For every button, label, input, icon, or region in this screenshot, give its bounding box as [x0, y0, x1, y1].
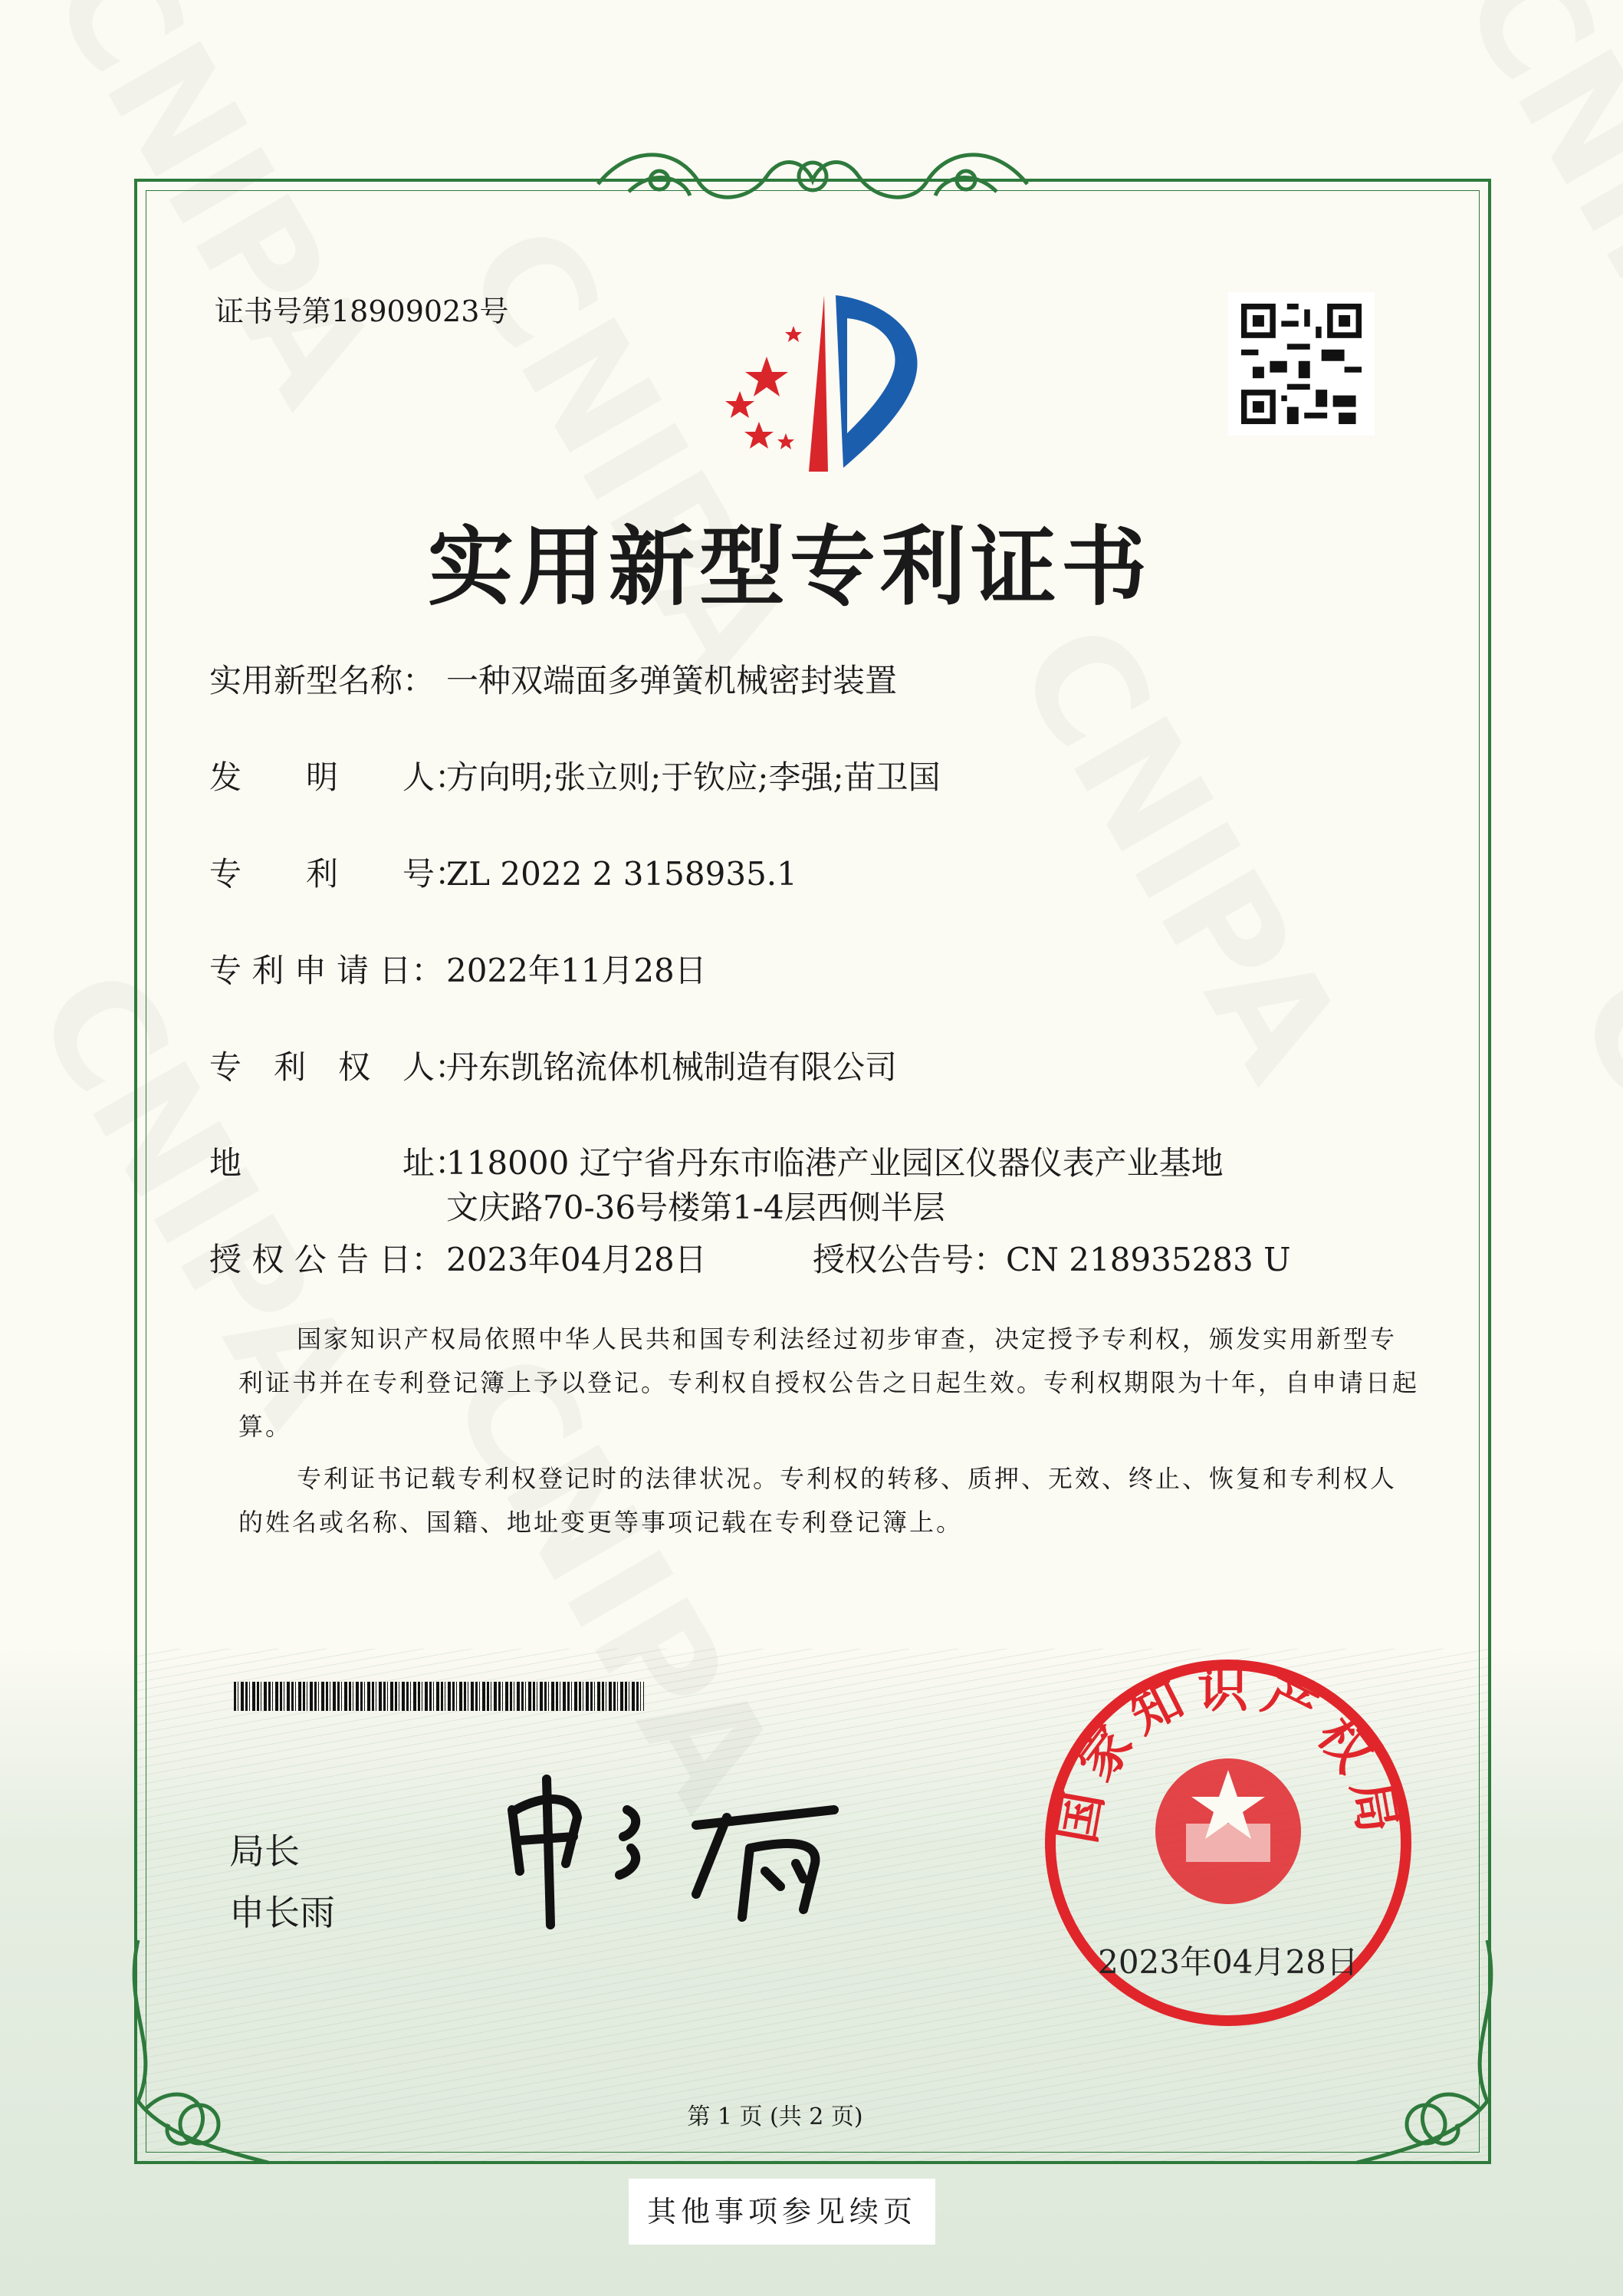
director-title: 局长: [229, 1831, 300, 1872]
field-patent-number: 专 利 号：ZL 2022 2 3158935.1: [209, 855, 797, 893]
seal-text: 国家知识产权局: [1046, 1659, 1410, 1848]
signature: [497, 1764, 842, 1940]
cnipa-logo: [694, 288, 939, 479]
certificate-number: 证书号第18909023号: [215, 294, 509, 328]
field-inventors: 发 明 人：方向明;张立则;于钦应;李强;苗卫国: [209, 758, 941, 796]
field-application-date: 专 利 申 请 日：2022年11月28日: [209, 952, 707, 989]
certificate-title: 实用新型专利证书: [428, 517, 1152, 617]
field-name: 实用新型名称： 一种双端面多弹簧机械密封装置: [209, 662, 898, 699]
watermark: [1544, 942, 1623, 1451]
barcode: [234, 1682, 644, 1711]
statement-paragraph-2: 专利证书记载专利权登记时的法律状况。专利权的转移、质押、无效、终止、恢复和专利权人的姓名或名称、国籍、地址变更等事项记载在专利登记簿上。: [238, 1464, 1398, 1537]
qr-code: [1228, 292, 1375, 436]
statement-paragraph-1: 国家知识产权局依照中华人民共和国专利法经过初步审查，决定授予专利权，颁发实用新型专利证书并在专利登记簿上予以登记。专利权自授权公告之日起生效。专利权期限为十年，自申请日起算。: [238, 1324, 1420, 1441]
field-grant-date: 授 权 公 告 日：2023年04月28日: [209, 1241, 707, 1278]
continued-notice: 其他事项参见续页: [629, 2179, 935, 2245]
page-indicator: 第 1 页 (共 2 页): [687, 2104, 863, 2130]
ornament-top: [583, 138, 1043, 222]
seal-date: 2023年04月28日: [1098, 1943, 1359, 1981]
field-announcement-number: 授权公告号：CN 218935283 U: [813, 1241, 1291, 1278]
field-address-line2: 文庆路70-36号楼第1-4层西侧半层: [446, 1189, 945, 1226]
field-address: 地 址：118000 辽宁省丹东市临港产业园区仪器仪表产业基地: [209, 1144, 1224, 1182]
field-patentee: 专 利 权 人：丹东凯铭流体机械制造有限公司: [209, 1048, 898, 1086]
ornament-bottom-left: [115, 1933, 299, 2178]
official-seal: [1044, 1659, 1412, 2027]
director-name: 申长雨: [229, 1892, 335, 1933]
